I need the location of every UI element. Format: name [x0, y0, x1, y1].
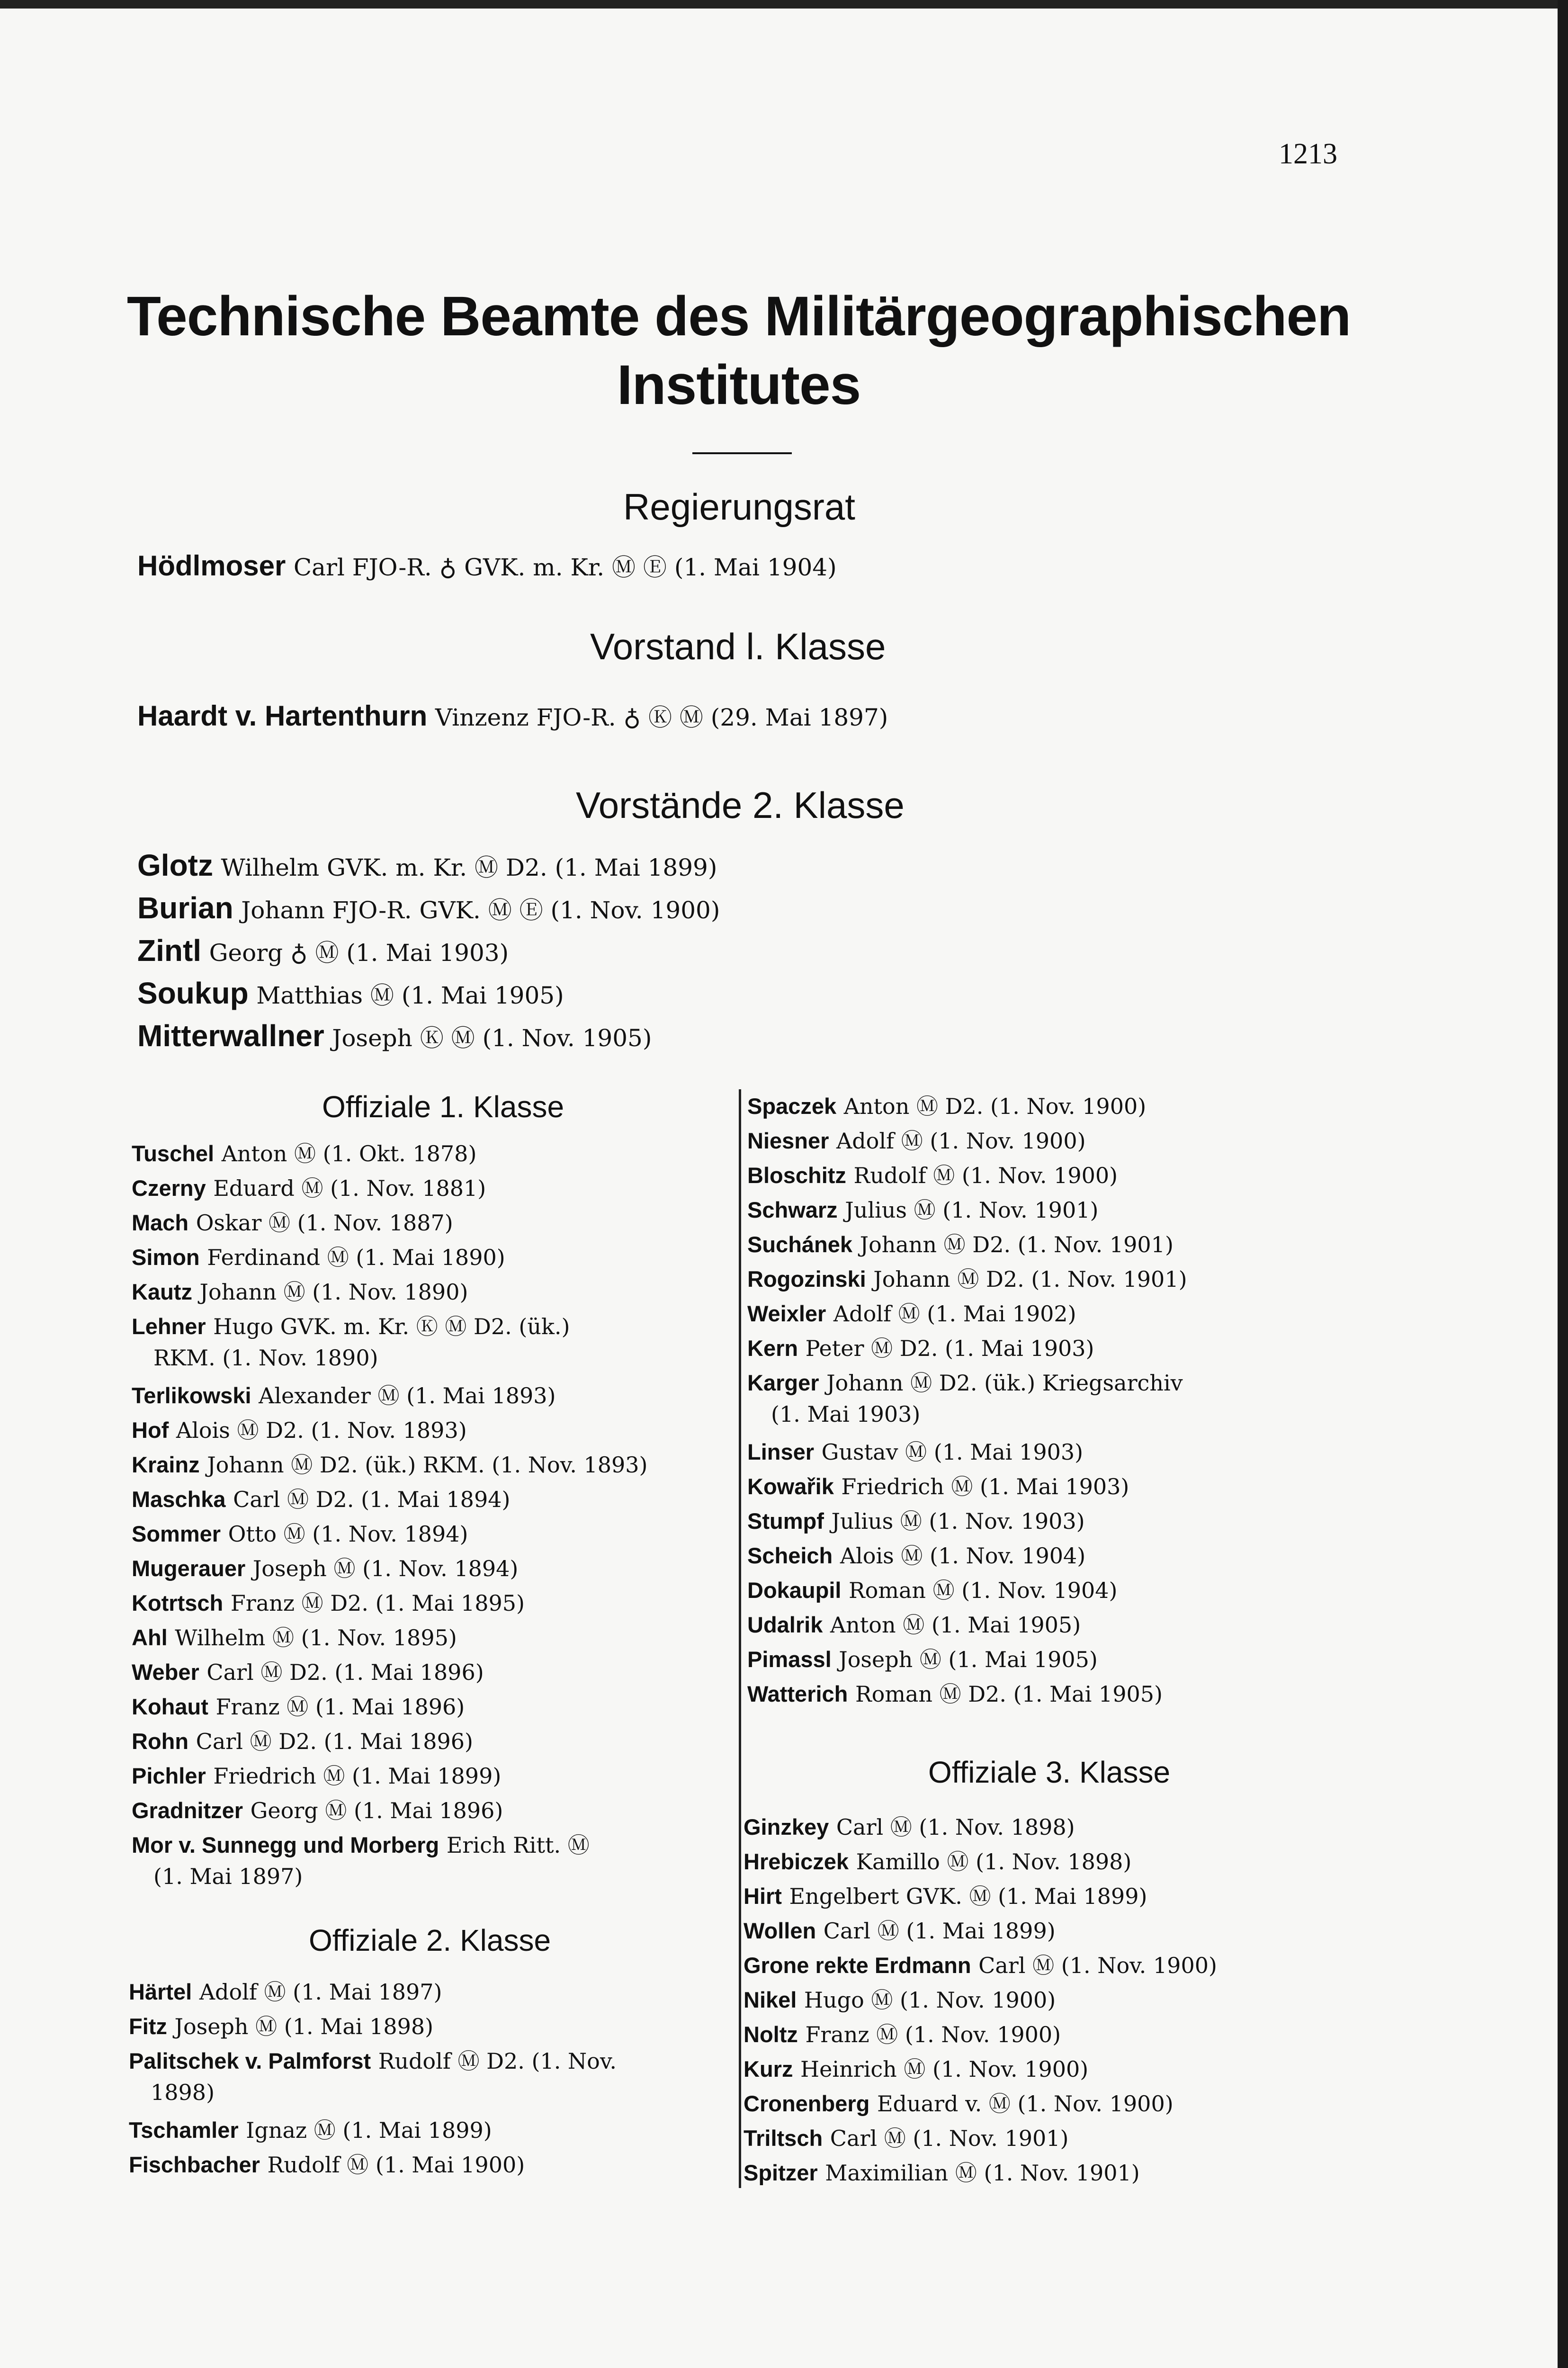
person-name: Rohn: [132, 1729, 189, 1754]
page-title-line-2: Institutes: [617, 354, 861, 416]
person-details: Roman Ⓜ (1. Nov. 1904): [849, 1578, 1118, 1603]
left-heading-offiziale-1: Offiziale 1. Klasse: [322, 1090, 564, 1124]
list-item: [744, 2052, 1088, 2083]
person-name: Bloschitz: [747, 1163, 846, 1188]
person-details: Carl Ⓜ (1. Nov. 1900): [978, 1953, 1217, 1978]
person-name: Kotrtsch: [132, 1590, 224, 1615]
person-name: Ahl: [132, 1625, 168, 1650]
left-heading-offiziale-2: Offiziale 2. Klasse: [309, 1923, 551, 1957]
person-details: Engelbert GVK. Ⓜ (1. Mai 1899): [789, 1884, 1147, 1909]
list-item: [132, 1275, 468, 1306]
person-name: Schwarz: [747, 1197, 838, 1222]
person-details: Franz Ⓜ (1. Nov. 1900): [805, 2022, 1061, 2047]
person-details: Friedrich Ⓜ (1. Mai 1903): [841, 1474, 1129, 1499]
section-heading-vorstand-1: Vorstand l. Klasse: [590, 626, 886, 667]
person-details: Rudolf Ⓜ D2. (1. Nov.: [378, 2048, 617, 2074]
person-details: Carl Ⓜ D2. (1. Mai 1894): [233, 1487, 511, 1512]
person-details: Hugo GVK. m. Kr. Ⓚ Ⓜ D2. (ük.): [213, 1314, 570, 1339]
person-name: Linser: [747, 1439, 815, 1464]
list-item: [747, 1297, 1076, 1328]
person-details: Johann Ⓜ D2. (ük.) RKM. (1. Nov. 1893): [207, 1452, 648, 1478]
person-details: Oskar Ⓜ (1. Nov. 1887): [196, 1210, 453, 1236]
person-name: Sommer: [132, 1521, 221, 1546]
person-name: Tschamler: [129, 2117, 239, 2143]
list-item: [744, 1983, 1056, 2014]
list-item: [747, 1158, 1118, 1190]
person-details: Johann Ⓜ (1. Nov. 1890): [199, 1279, 468, 1305]
entry-name: Zintl: [137, 933, 202, 968]
list-item: [747, 1331, 1094, 1363]
person-details: (1. Mai 1903): [771, 1401, 921, 1427]
person-details: Alois Ⓜ (1. Nov. 1904): [840, 1543, 1086, 1569]
person-name: Suchánek: [747, 1232, 853, 1257]
person-name: Dokaupil: [747, 1578, 842, 1603]
person-details: Johann Ⓜ D2. (ük.) Kriegsarchiv: [826, 1370, 1183, 1396]
person-name: Wollen: [744, 1918, 816, 1943]
list-item: [744, 1879, 1147, 1911]
person-name: Hrebiczek: [744, 1849, 849, 1874]
list-item: [132, 1690, 465, 1721]
entry-details: Carl FJO-R. ♁ GVK. m. Kr. Ⓜ Ⓔ (1. Mai 1904): [293, 554, 837, 581]
person-name: Terlikowski: [132, 1383, 251, 1408]
right-heading-offiziale-3: Offiziale 3. Klasse: [928, 1755, 1171, 1789]
person-details: Adolf Ⓜ (1. Nov. 1900): [836, 1128, 1086, 1154]
entry-details: Matthias Ⓜ (1. Mai 1905): [256, 982, 564, 1009]
list-item: [744, 1948, 1217, 1980]
person-name: Weber: [132, 1659, 199, 1685]
person-name: Stumpf: [747, 1508, 824, 1534]
person-name: Rogozinski: [747, 1266, 866, 1292]
person-details: Johann Ⓜ D2. (1. Nov. 1901): [860, 1232, 1174, 1257]
list-item: [747, 1124, 1086, 1155]
list-item: [153, 1863, 303, 1890]
list-item: [744, 1914, 1056, 1945]
person-name: Mugerauer: [132, 1556, 246, 1581]
person-name: Noltz: [744, 2022, 798, 2047]
person-details: Georg Ⓜ (1. Mai 1896): [250, 1798, 503, 1823]
scan-edge-right: [1558, 0, 1568, 2368]
person-details: 1898): [151, 2080, 215, 2105]
person-details: Friedrich Ⓜ (1. Mai 1899): [213, 1763, 502, 1789]
person-name: Czerny: [132, 1175, 206, 1201]
list-item: [132, 1586, 525, 1617]
person-details: Eduard v. Ⓜ (1. Nov. 1900): [877, 2091, 1174, 2117]
list-item: [129, 2044, 617, 2075]
person-details: Anton Ⓜ (1. Mai 1905): [830, 1612, 1081, 1638]
entry-name: Haardt v. Hartenthurn: [137, 700, 428, 732]
person-details: Hugo Ⓜ (1. Nov. 1900): [804, 1987, 1056, 2013]
person-name: Kohaut: [132, 1694, 208, 1719]
person-details: Carl Ⓜ (1. Mai 1899): [823, 1918, 1056, 1944]
person-name: Nikel: [744, 1987, 797, 2012]
top-entry: [137, 933, 509, 968]
person-details: Alois Ⓜ D2. (1. Nov. 1893): [176, 1417, 467, 1443]
list-item: [132, 1552, 518, 1583]
person-details: Heinrich Ⓜ (1. Nov. 1900): [800, 2056, 1089, 2082]
list-item: [132, 1240, 505, 1272]
person-details: (1. Mai 1897): [153, 1864, 303, 1889]
person-name: Palitschek v. Palmforst: [129, 2048, 371, 2073]
page-title: Technische Beamte des Militärgeographischen: [126, 285, 1351, 348]
person-name: Ginzkey: [744, 1814, 829, 1839]
person-name: Hirt: [744, 1884, 782, 1909]
person-details: Erich Ritt. Ⓜ: [446, 1832, 590, 1858]
person-name: Kautz: [132, 1279, 192, 1304]
list-item: [153, 1344, 378, 1371]
person-name: Spitzer: [744, 2160, 818, 2185]
list-item: [747, 1366, 1183, 1397]
person-details: Carl Ⓜ (1. Nov. 1898): [836, 1814, 1075, 1840]
list-item: [747, 1677, 1163, 1708]
person-name: Grone rekte Erdmann: [744, 1953, 971, 1978]
list-item: [132, 1482, 510, 1514]
list-item: [744, 2018, 1061, 2049]
person-details: Julius Ⓜ (1. Nov. 1901): [845, 1197, 1099, 1223]
person-name: Triltsch: [744, 2126, 823, 2151]
person-details: Carl Ⓜ D2. (1. Mai 1896): [206, 1659, 484, 1685]
person-details: Maximilian Ⓜ (1. Nov. 1901): [825, 2160, 1140, 2186]
person-details: RKM. (1. Nov. 1890): [153, 1345, 378, 1371]
person-details: Gustav Ⓜ (1. Mai 1903): [821, 1439, 1084, 1465]
list-item: [744, 2087, 1174, 2118]
person-details: Eduard Ⓜ (1. Nov. 1881): [213, 1175, 486, 1201]
person-details: Ferdinand Ⓜ (1. Mai 1890): [207, 1245, 505, 1270]
entry-name: Soukup: [137, 976, 249, 1010]
list-item: [132, 1794, 503, 1825]
person-name: Gradnitzer: [132, 1798, 243, 1823]
list-item: [747, 1089, 1146, 1121]
list-item: [129, 2148, 525, 2179]
list-item: [747, 1608, 1081, 1639]
person-name: Maschka: [132, 1487, 226, 1512]
list-item: [744, 2121, 1069, 2153]
list-item: [151, 2079, 215, 2106]
entry-details: Wilhelm GVK. m. Kr. Ⓜ D2. (1. Mai 1899): [221, 854, 717, 881]
person-details: Adolf Ⓜ (1. Mai 1902): [833, 1301, 1076, 1327]
list-item: [747, 1470, 1129, 1501]
entry-details: Georg ♁ Ⓜ (1. Mai 1903): [209, 939, 509, 967]
list-item: [747, 1504, 1085, 1535]
list-item: [132, 1655, 484, 1686]
person-name: Udalrik: [747, 1612, 823, 1637]
person-details: Carl Ⓜ (1. Nov. 1901): [830, 2126, 1069, 2151]
person-name: Niesner: [747, 1128, 829, 1153]
person-details: Joseph Ⓜ (1. Mai 1905): [839, 1647, 1098, 1672]
list-item: [747, 1539, 1085, 1570]
person-name: Fitz: [129, 2014, 167, 2039]
person-details: Ignaz Ⓜ (1. Mai 1899): [246, 2117, 492, 2143]
person-name: Cronenberg: [744, 2091, 870, 2116]
scan-edge-top: [0, 0, 1568, 9]
list-item: [747, 1262, 1187, 1293]
person-name: Mor v. Sunnegg und Morberg: [132, 1832, 439, 1857]
entry-details: Vinzenz FJO-R. ♁ Ⓚ Ⓜ (29. Mai 1897): [435, 704, 888, 731]
person-name: Tuschel: [132, 1141, 215, 1166]
person-details: Kamillo Ⓜ (1. Nov. 1898): [856, 1849, 1132, 1875]
list-item: [132, 1310, 570, 1341]
top-entry: [137, 699, 888, 733]
entry-name: Burian: [137, 891, 233, 925]
list-item: [129, 1975, 442, 2006]
person-details: Joseph Ⓜ (1. Nov. 1894): [252, 1556, 519, 1581]
person-details: Joseph Ⓜ (1. Mai 1898): [174, 2014, 434, 2039]
list-item: [132, 1759, 501, 1790]
list-item: [132, 1413, 467, 1444]
person-name: Lehner: [132, 1314, 206, 1339]
page-number: 1213: [1279, 138, 1337, 170]
person-details: Rudolf Ⓜ (1. Nov. 1900): [853, 1163, 1118, 1188]
person-details: Otto Ⓜ (1. Nov. 1894): [228, 1521, 468, 1547]
person-details: Peter Ⓜ D2. (1. Mai 1903): [805, 1336, 1094, 1361]
person-name: Watterich: [747, 1681, 848, 1706]
list-item: [744, 1845, 1131, 1876]
person-details: Franz Ⓜ (1. Mai 1896): [215, 1694, 465, 1720]
list-item: [771, 1400, 920, 1427]
person-name: Weixler: [747, 1301, 826, 1326]
person-name: Scheich: [747, 1543, 833, 1568]
entry-details: Johann FJO-R. GVK. Ⓜ Ⓔ (1. Nov. 1900): [241, 897, 720, 924]
entry-details: Joseph Ⓚ Ⓜ (1. Nov. 1905): [332, 1024, 652, 1052]
person-details: Adolf Ⓜ (1. Mai 1897): [199, 1979, 442, 2005]
top-entry: [137, 976, 564, 1011]
person-details: Julius Ⓜ (1. Nov. 1903): [831, 1508, 1085, 1534]
top-entry: [137, 848, 717, 883]
list-item: [744, 2156, 1140, 2187]
section-heading-regierungsrat: Regierungsrat: [623, 486, 855, 528]
list-item: [129, 2113, 492, 2144]
entry-name: Glotz: [137, 848, 213, 882]
list-item: [132, 1379, 556, 1410]
person-name: Kern: [747, 1336, 798, 1361]
person-name: Krainz: [132, 1452, 200, 1477]
person-details: Franz Ⓜ D2. (1. Mai 1895): [230, 1590, 525, 1616]
list-item: [132, 1828, 590, 1859]
list-item: [132, 1621, 457, 1652]
top-entry: [137, 548, 837, 583]
person-name: Kowařik: [747, 1474, 834, 1499]
section-heading-vorstaende-2: Vorstände 2. Klasse: [576, 784, 905, 826]
list-item: [132, 1517, 468, 1548]
list-item: [129, 2009, 433, 2041]
list-item: [132, 1448, 647, 1479]
person-details: Anton Ⓜ (1. Okt. 1878): [221, 1141, 477, 1166]
person-details: Alexander Ⓜ (1. Mai 1893): [259, 1383, 556, 1408]
list-item: [747, 1228, 1174, 1259]
person-details: Johann Ⓜ D2. (1. Nov. 1901): [873, 1266, 1187, 1292]
top-entry: [137, 1018, 652, 1053]
person-details: Wilhelm Ⓜ (1. Nov. 1895): [175, 1625, 457, 1650]
list-item: [747, 1642, 1098, 1674]
list-item: [747, 1193, 1098, 1224]
person-name: Mach: [132, 1210, 189, 1235]
person-name: Fischbacher: [129, 2152, 260, 2177]
title-rule: [692, 452, 792, 454]
list-item: [132, 1171, 486, 1202]
person-details: Roman Ⓜ D2. (1. Mai 1905): [855, 1681, 1163, 1707]
list-item: [132, 1724, 473, 1756]
person-name: Kurz: [744, 2056, 793, 2081]
person-details: Anton Ⓜ D2. (1. Nov. 1900): [843, 1094, 1147, 1119]
column-divider: [739, 1089, 741, 2188]
entry-name: Mitterwallner: [137, 1019, 324, 1053]
person-name: Härtel: [129, 1979, 192, 2004]
list-item: [132, 1137, 476, 1168]
person-details: Rudolf Ⓜ (1. Mai 1900): [267, 2152, 525, 2178]
list-item: [747, 1573, 1117, 1605]
top-entry: [137, 890, 720, 925]
list-item: [132, 1206, 453, 1237]
person-name: Simon: [132, 1245, 200, 1270]
list-item: [744, 1810, 1075, 1841]
person-name: Pimassl: [747, 1647, 832, 1672]
person-name: Karger: [747, 1370, 819, 1395]
person-name: Hof: [132, 1417, 169, 1443]
list-item: [747, 1435, 1083, 1466]
person-name: Pichler: [132, 1763, 206, 1788]
person-details: Carl Ⓜ D2. (1. Mai 1896): [196, 1729, 473, 1754]
person-name: Spaczek: [747, 1094, 837, 1119]
entry-name: Hödlmoser: [137, 550, 286, 582]
